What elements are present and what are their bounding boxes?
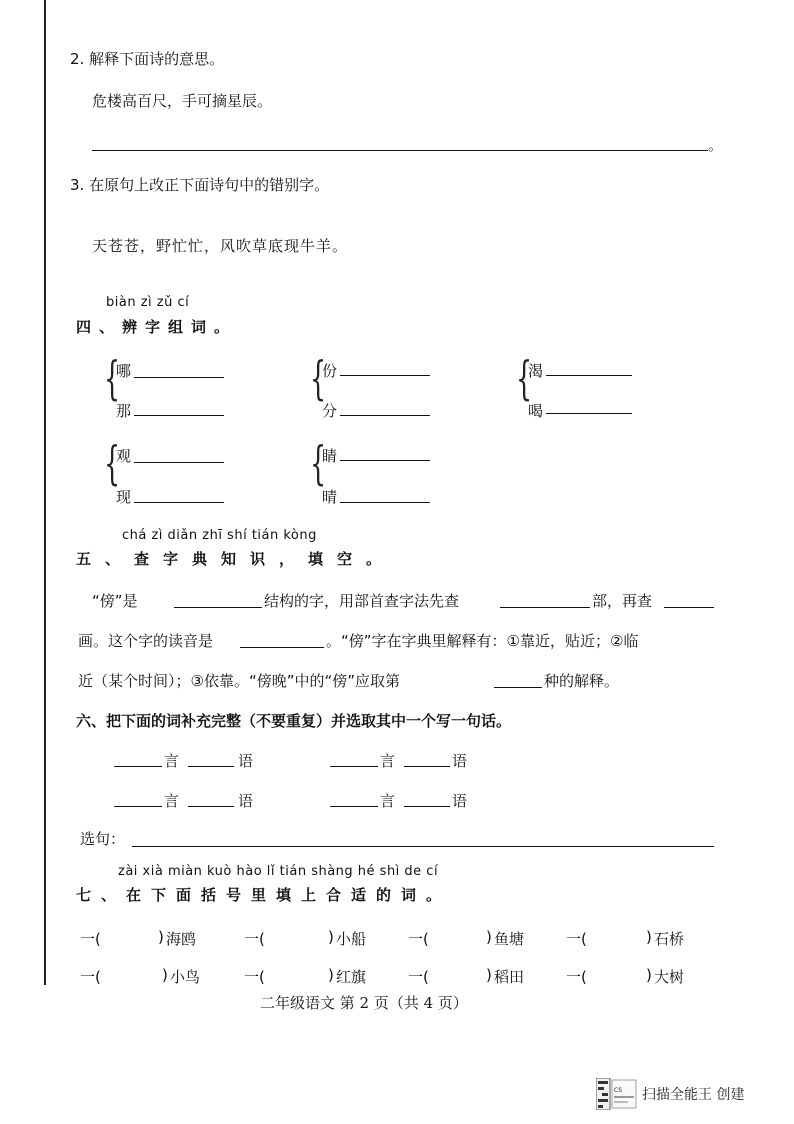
word-yan-2: 言 xyxy=(380,752,396,770)
fill-r2-close-4: ) xyxy=(646,966,652,984)
word-yan-4: 言 xyxy=(380,792,396,810)
fill-r2-close-3: ) xyxy=(486,966,492,984)
blank-qing[interactable] xyxy=(340,502,430,503)
char-fen-share: 份 xyxy=(322,362,338,380)
blank-yan-4b[interactable] xyxy=(404,806,450,807)
camscanner-logo xyxy=(596,1078,638,1110)
watermark-text: 扫描全能王 创建 xyxy=(642,1087,745,1103)
question-2-answer-line[interactable] xyxy=(92,150,708,151)
brace-group-3: { xyxy=(516,351,533,405)
word-yu-4: 语 xyxy=(452,792,468,810)
char-he: 喝 xyxy=(528,402,544,420)
char-qing: 晴 xyxy=(322,488,338,506)
s5-line3-part1: 近（某个时间）；③依靠。“傍晚”中的“傍”应取第 xyxy=(78,672,401,690)
blank-meaning-number[interactable] xyxy=(494,687,542,688)
question-3-sentence: 天苍苍，野忙忙，风吹草底现牛羊。 xyxy=(92,237,349,255)
blank-fen-share[interactable] xyxy=(340,375,430,376)
question-3-title: 3. 在原句上改正下面诗句中的错别字。 xyxy=(70,176,330,194)
blank-structure[interactable] xyxy=(174,607,262,608)
fill-r2-prefix-1: 一( xyxy=(80,968,101,986)
select-sentence-label: 选句： xyxy=(80,830,126,848)
fill-r2-prefix-4: 一( xyxy=(566,968,587,986)
fill-r2-word-3: 稻田 xyxy=(494,968,525,986)
s5-line1-part2: 结构的字，用部首查字法先查 xyxy=(264,592,460,610)
char-ke: 渴 xyxy=(528,362,544,380)
char-guan: 观 xyxy=(116,447,132,465)
fill-r1-word-4: 石桥 xyxy=(654,930,685,948)
blank-na-question[interactable] xyxy=(134,377,224,378)
word-yu-2: 语 xyxy=(452,752,468,770)
section-5-pinyin: chá zì diǎn zhī shí tián kòng xyxy=(122,528,317,543)
blank-yan-3b[interactable] xyxy=(188,806,234,807)
section-6-title: 六、把下面的词补充完整（不要重复）并选取其中一个写一句话。 xyxy=(76,712,512,730)
s5-line2-part2: 。“傍”字在字典里解释有：①靠近，贴近；②临 xyxy=(326,632,639,650)
blank-yan-1a[interactable] xyxy=(114,766,162,767)
blank-yan-2a[interactable] xyxy=(330,766,378,767)
svg-text:CS: CS xyxy=(614,1087,622,1094)
char-jing-eye: 睛 xyxy=(322,447,338,465)
brace-group-1: { xyxy=(104,351,121,405)
fill-r1-close-2: ) xyxy=(328,928,334,946)
s5-line3-part2: 种的解释。 xyxy=(544,672,620,690)
word-yan-1: 言 xyxy=(164,752,180,770)
word-yu-3: 语 xyxy=(238,792,254,810)
fill-r1-word-3: 鱼塘 xyxy=(494,930,525,948)
s5-line2-part1: 画。这个字的读音是 xyxy=(78,632,214,650)
blank-radical[interactable] xyxy=(500,607,590,608)
blank-he[interactable] xyxy=(546,413,632,414)
s5-line1-part1: “傍”是 xyxy=(92,592,138,610)
word-yu-1: 语 xyxy=(238,752,254,770)
section-7-title: 七、在下面括号里填上合适的词。 xyxy=(76,886,452,904)
fill-r2-word-4: 大树 xyxy=(654,968,685,986)
fill-r1-word-1: 海鸥 xyxy=(166,930,197,948)
brace-group-5: { xyxy=(310,436,327,490)
section-7-pinyin: zài xià miàn kuò hào lǐ tián shàng hé shì de cí xyxy=(118,864,439,879)
fill-r2-close-1: ) xyxy=(162,966,168,984)
select-sentence-line[interactable] xyxy=(132,846,714,847)
blank-yan-1b[interactable] xyxy=(188,766,234,767)
blank-jing-eye[interactable] xyxy=(340,460,430,461)
question-2-title: 2. 解释下面诗的意思。 xyxy=(70,50,225,68)
fill-r1-word-2: 小船 xyxy=(336,930,367,948)
char-na-question: 哪 xyxy=(116,362,132,380)
binding-margin-line xyxy=(44,0,46,985)
fill-r2-word-1: 小鸟 xyxy=(170,968,201,986)
blank-yan-4a[interactable] xyxy=(330,806,378,807)
blank-na[interactable] xyxy=(134,415,224,416)
blank-pronunciation[interactable] xyxy=(240,647,324,648)
blank-strokes[interactable] xyxy=(664,607,714,608)
fill-r1-prefix-1: 一( xyxy=(80,930,101,948)
fill-r2-close-2: ) xyxy=(328,966,334,984)
fill-r2-prefix-3: 一( xyxy=(408,968,429,986)
fill-r1-close-3: ) xyxy=(486,928,492,946)
blank-yan-3a[interactable] xyxy=(114,806,162,807)
s5-line1-part3: 部，再查 xyxy=(592,592,653,610)
brace-group-4: { xyxy=(104,436,121,490)
question-2-poem: 危楼高百尺，手可摘星辰。 xyxy=(92,92,273,110)
fill-r1-close-1: ) xyxy=(158,928,164,946)
char-fen: 分 xyxy=(322,402,338,420)
fill-r1-prefix-4: 一( xyxy=(566,930,587,948)
section-4-pinyin: biàn zì zǔ cí xyxy=(106,295,190,310)
fill-r2-word-2: 红旗 xyxy=(336,968,367,986)
fill-r1-close-4: ) xyxy=(646,928,652,946)
page-footer: 二年级语文 第 2 页（共 4 页） xyxy=(260,994,468,1012)
blank-guan[interactable] xyxy=(134,462,224,463)
question-2-end-mark: 。 xyxy=(708,136,724,154)
fill-r1-prefix-2: 一( xyxy=(244,930,265,948)
blank-xian[interactable] xyxy=(134,502,224,503)
blank-yan-2b[interactable] xyxy=(404,766,450,767)
char-xian: 现 xyxy=(116,488,132,506)
brace-group-2: { xyxy=(310,351,327,405)
blank-fen[interactable] xyxy=(340,415,430,416)
word-yan-3: 言 xyxy=(164,792,180,810)
blank-ke[interactable] xyxy=(546,375,632,376)
fill-r2-prefix-2: 一( xyxy=(244,968,265,986)
section-4-title: 四、辨字组词。 xyxy=(76,318,238,336)
char-na: 那 xyxy=(116,402,132,420)
fill-r1-prefix-3: 一( xyxy=(408,930,429,948)
section-5-title: 五、查字典知识，填空。 xyxy=(76,550,396,568)
